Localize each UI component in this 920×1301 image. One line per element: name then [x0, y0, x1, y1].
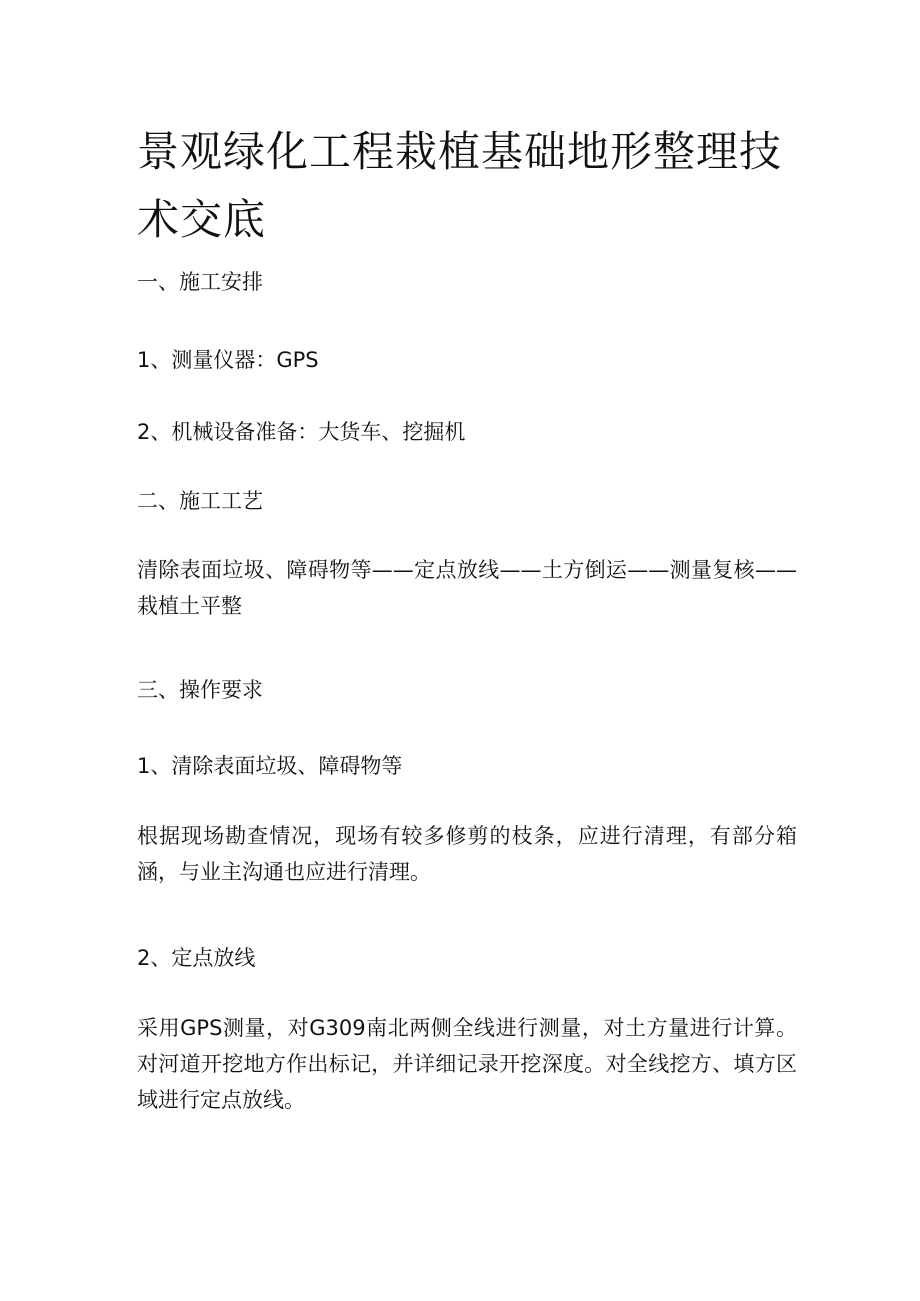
- document-title: 景观绿化工程栽植基础地形整理技术交底: [137, 127, 783, 244]
- section-heading-requirements: 三、操作要求: [137, 678, 263, 702]
- section-heading-arrangement: 一、施工安排: [137, 270, 263, 294]
- staking-out-text: 采用GPS测量，对G309南北两侧全线进行测量，对土方量进行计算。对河道开挖地方作出标记，并详细记录开挖深度。对全线挖方、填方区域进行定点放线。: [137, 1016, 797, 1112]
- section-heading-process: 二、施工工艺: [137, 489, 263, 513]
- list-item-machinery: 2、机械设备准备：大货车、挖掘机: [137, 420, 466, 444]
- process-flow-text: 清除表面垃圾、障碍物等——定点放线——土方倒运——测量复核——栽植土平整: [137, 558, 797, 618]
- subheading-clear-debris: 1、清除表面垃圾、障碍物等: [137, 754, 403, 778]
- subheading-staking-out: 2、定点放线: [137, 946, 256, 970]
- list-item-survey-instrument: 1、测量仪器：GPS: [137, 348, 319, 372]
- clear-debris-text: 根据现场勘查情况，现场有较多修剪的枝条，应进行清理，有部分箱涵，与业主沟通也应进行清理。: [137, 824, 797, 884]
